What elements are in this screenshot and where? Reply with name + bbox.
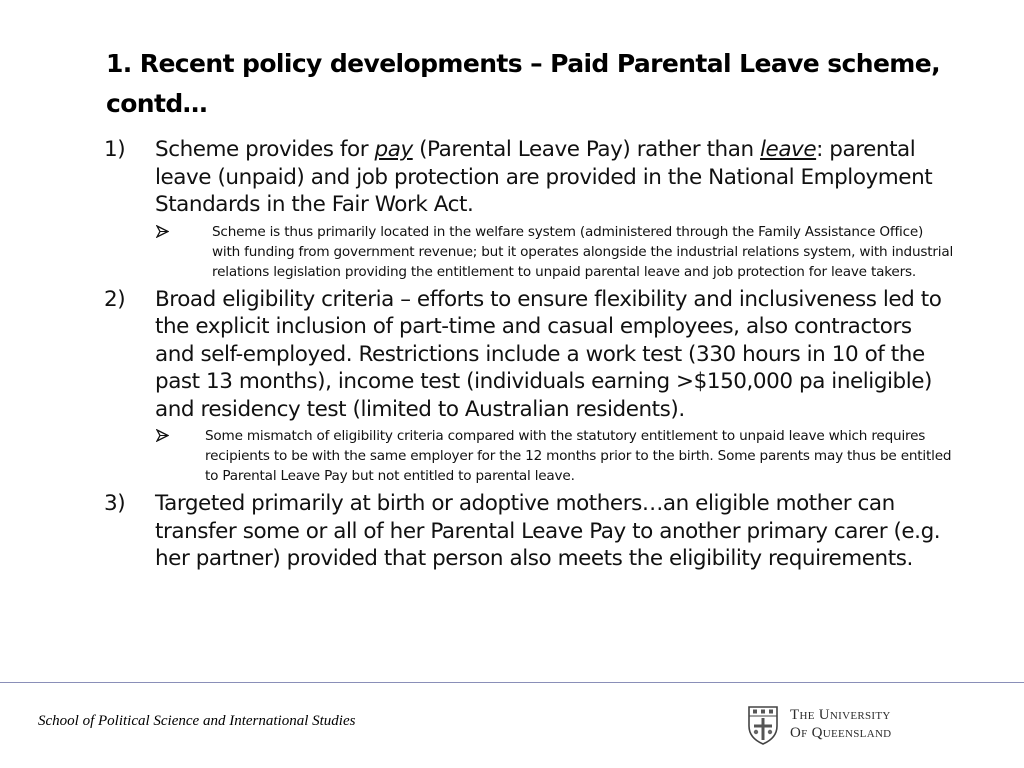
list-item-1	[104, 136, 954, 219]
emphasis-leave: leave	[760, 137, 817, 162]
list-item-text: Targeted primarily at birth or adoptive mothers…an eligible mother can transfer some or all of her Parental Leave Pay to another primary carer (e.g. her partner) provided that person also meets the eligibility requirements.	[155, 491, 941, 571]
list-item-text: : parental leave (unpaid) and job protection are provided in the National Employment Standards in the Fair Work Act.	[155, 137, 933, 217]
footer-school-name: School of Political Science and International Studies	[38, 713, 356, 729]
arrow-bullet-icon	[156, 225, 169, 238]
sub-bullet-text: Some mismatch of eligibility criteria compared with the statutory entitlement to unpaid leave which requires recipients to be with the same employer for the 12 months prior to the birth. Some parents may thus be entitled to Parental Leave Pay but not entitled to parental leave.	[205, 428, 952, 484]
list-item-number: 1)	[104, 137, 126, 162]
sub-bullet-text: Scheme is thus primarily located in the welfare system (administered through the Family Assistance Office) with funding from government revenue; but it operates alongside the industrial relations system, with industrial relations legislation providing the entitlement to unpaid parental leave and job protection for leave takers.	[212, 223, 954, 280]
list-item-text: Broad eligibility criteria – efforts to ensure flexibility and inclusiveness led to the explicit inclusion of part-time and casual employees, also contractors and self-employed. Restrictions include a work test (330 hours in 10 of the past 13 months), income test (individuals earning >$150,000 pa ineligible) and residency test (limited to Australian residents).	[155, 286, 942, 422]
list-item-text: Scheme provides for	[155, 137, 375, 162]
list-item-2	[104, 286, 954, 424]
university-name-line2: Of Queensland	[790, 725, 892, 741]
university-name-line1: The University	[790, 707, 891, 723]
slide-title: 1. Recent policy developments – Paid Parental Leave scheme, contd…	[106, 49, 940, 118]
list-item-number: 2)	[104, 286, 126, 312]
university-name	[790, 706, 891, 742]
sub-bullet-1	[104, 222, 954, 282]
footer-divider	[0, 682, 1024, 683]
arrow-bullet-icon	[156, 429, 169, 442]
slide-content	[104, 136, 954, 573]
uq-crest-icon	[746, 704, 780, 746]
emphasis-pay: pay	[374, 137, 413, 162]
list-item-text: (Parental Leave Pay) rather than	[412, 137, 761, 162]
list-item-3	[104, 490, 954, 573]
list-item-number: 3)	[104, 491, 126, 516]
sub-bullet-2	[104, 426, 954, 486]
